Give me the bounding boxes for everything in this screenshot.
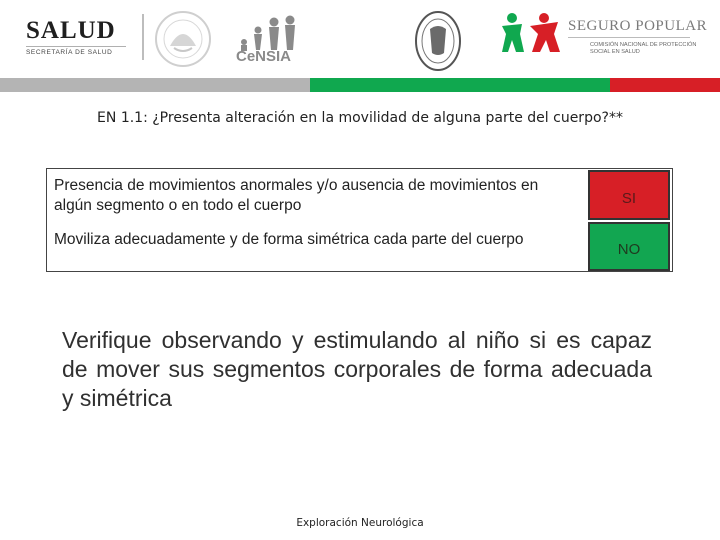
mexico-coat-of-arms-icon	[148, 8, 218, 70]
salud-subtitle: SECRETARÍA DE SALUD	[26, 49, 113, 56]
seguro-popular-subtitle: COMISIÓN NACIONAL DE PROTECCIÓN SOCIAL EN SALUD	[590, 42, 697, 55]
table-row-text: Moviliza adecuadamente y de forma simétrica cada parte del cuerpo	[54, 231, 524, 248]
institutional-seal-icon	[412, 5, 464, 73]
seguro-popular-title: SEGURO POPULAR	[568, 18, 708, 34]
seguro-popular-figures-icon	[500, 12, 564, 58]
band-gray	[0, 78, 310, 92]
header-divider	[142, 14, 144, 60]
band-red	[610, 78, 720, 92]
answer-no-badge: NO	[588, 222, 670, 271]
answer-si-badge: SI	[588, 170, 670, 220]
salud-underline	[26, 46, 126, 47]
seguro-popular-underline	[568, 37, 690, 38]
question-title: EN 1.1: ¿Presenta alteración en la movilidad de alguna parte del cuerpo?**	[97, 110, 623, 126]
footer-label: Exploración Neurológica	[296, 517, 424, 529]
salud-title: SALUD	[26, 17, 116, 44]
instruction-text: Verifique observando y estimulando al niño si es capaz de mover sus segmentos corporales de forma adecuada y simétrica	[62, 327, 652, 411]
censia-label: CeNSIA	[236, 48, 292, 65]
band-green	[310, 78, 610, 92]
table-row-text: Presencia de movimientos anormales y/o ausencia de movimientos en algún segmento o en todo el cuerpo	[54, 177, 539, 214]
salud-logo	[12, 14, 130, 64]
